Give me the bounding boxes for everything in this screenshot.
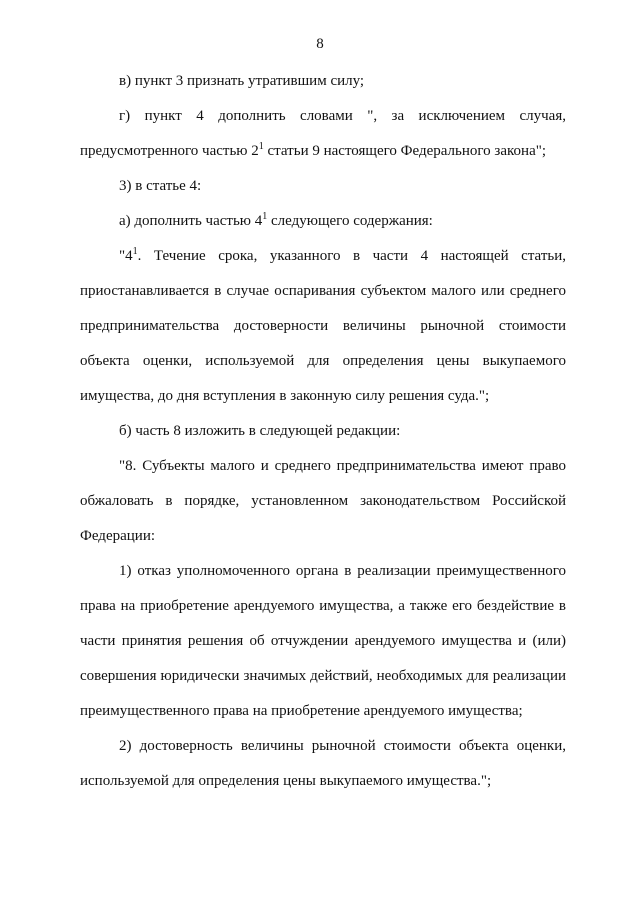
text-line: имущества, до дня вступления в законную силу решения суда.";: [80, 388, 490, 404]
superscript: 1: [262, 211, 268, 222]
text-line: в) пункт 3 признать утратившим силу;: [119, 73, 365, 89]
text-line: [119, 247, 566, 265]
text-span: а) дополнить частью 4: [119, 213, 263, 229]
page-number: 8: [316, 36, 324, 52]
text-line: г) пункт 4 дополнить словами ", за исключением случая,: [119, 108, 566, 124]
text-line: используемой для определения цены выкупаемого имущества.";: [80, 773, 492, 789]
text-line: "8. Субъекты малого и среднего предпринимательства имеют право: [119, 458, 566, 474]
text-span: "4: [119, 248, 133, 264]
text-span: статьи 9 настоящего Федерального закона";: [263, 143, 547, 159]
text-line: приостанавливается в случае оспаривания субъектом малого или среднего: [80, 283, 566, 299]
text-line: Федерации:: [80, 528, 156, 544]
text-line: обжаловать в порядке, установленном законодательством Российской: [80, 493, 566, 509]
text-line: предпринимательства достоверности величины рыночной стоимости: [80, 318, 566, 334]
text-line: 2) достоверность величины рыночной стоимости объекта оценки,: [119, 738, 566, 754]
text-line: части принятия решения об отчуждении арендуемого имущества и (или): [80, 633, 566, 649]
text-span: предусмотренного частью 2: [80, 143, 259, 159]
text-line: права на приобретение арендуемого имущества, а также его бездействие в: [80, 598, 566, 614]
text-span: . Течение срока, указанного в части 4 настоящей статьи,: [137, 248, 566, 264]
text-line: совершения юридически значимых действий, необходимых для реализации: [80, 668, 566, 684]
superscript: 1: [132, 246, 138, 257]
text-line: [119, 212, 433, 230]
text-line: б) часть 8 изложить в следующей редакции:: [119, 423, 401, 439]
text-line: 3) в статье 4:: [119, 178, 202, 194]
text-line: преимущественного права на приобретение арендуемого имущества;: [80, 703, 523, 719]
text-span: следующего содержания:: [267, 213, 433, 229]
text-line: 1) отказ уполномоченного органа в реализации преимущественного: [119, 563, 566, 579]
text-line: объекта оценки, используемой для определения цены выкупаемого: [80, 353, 566, 369]
text-line: [80, 142, 546, 160]
superscript: 1: [258, 141, 264, 152]
